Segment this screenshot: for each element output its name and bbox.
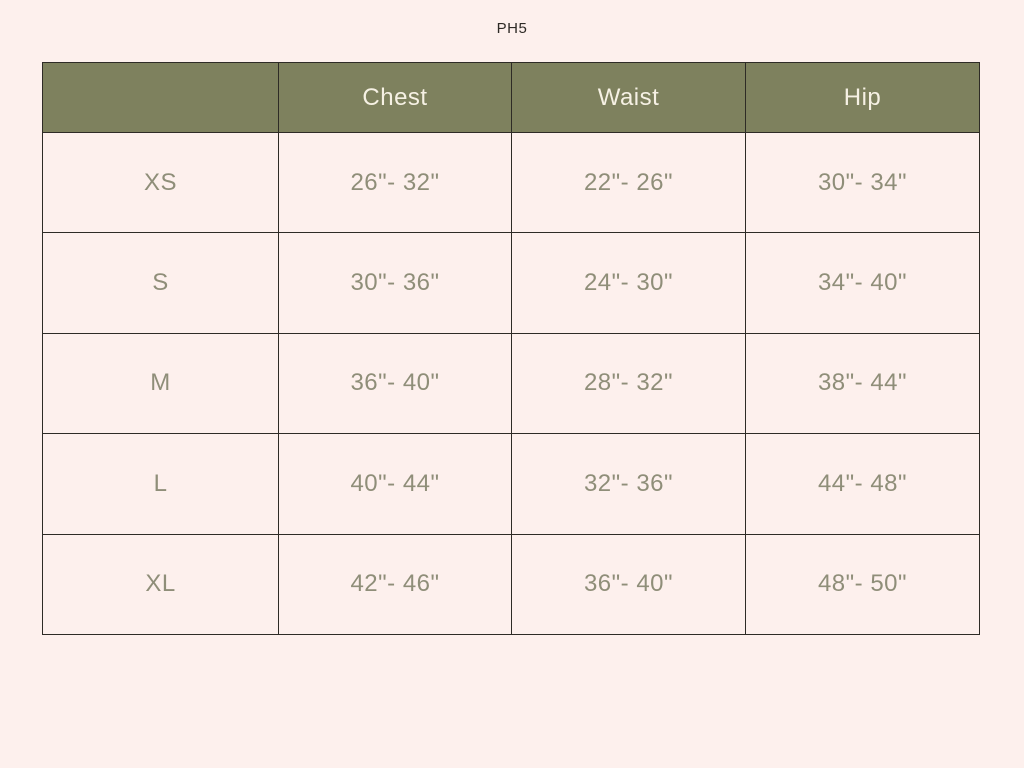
waist-value-cell: 32"- 36"	[512, 434, 746, 534]
chest-value-cell: 40"- 44"	[279, 434, 512, 534]
hip-value-cell: 30"- 34"	[746, 133, 980, 233]
header-cell-chest: Chest	[279, 63, 512, 133]
header-cell-size	[43, 63, 279, 133]
hip-value-cell: 34"- 40"	[746, 233, 980, 333]
hip-value-cell: 48"- 50"	[746, 534, 980, 634]
table-row-xs	[43, 133, 980, 233]
chest-value-cell: 26"- 32"	[279, 133, 512, 233]
table-row-m	[43, 333, 980, 433]
waist-value-cell: 36"- 40"	[512, 534, 746, 634]
waist-value-cell: 28"- 32"	[512, 333, 746, 433]
header-cell-hip: Hip	[746, 63, 980, 133]
chest-value-cell: 30"- 36"	[279, 233, 512, 333]
hip-value-cell: 44"- 48"	[746, 434, 980, 534]
size-label-cell: XS	[43, 133, 279, 233]
header-cell-waist: Waist	[512, 63, 746, 133]
table-header-row	[43, 63, 980, 133]
chest-value-cell: 36"- 40"	[279, 333, 512, 433]
table-row-l	[43, 434, 980, 534]
size-label-cell: S	[43, 233, 279, 333]
size-chart-table	[42, 62, 980, 635]
waist-value-cell: 24"- 30"	[512, 233, 746, 333]
page-title: PH5	[496, 20, 528, 37]
hip-value-cell: 38"- 44"	[746, 333, 980, 433]
size-label-cell: L	[43, 434, 279, 534]
chest-value-cell: 42"- 46"	[279, 534, 512, 634]
waist-value-cell: 22"- 26"	[512, 133, 746, 233]
table-row-xl	[43, 534, 980, 634]
size-label-cell: XL	[43, 534, 279, 634]
table-row-s	[43, 233, 980, 333]
size-label-cell: M	[43, 333, 279, 433]
